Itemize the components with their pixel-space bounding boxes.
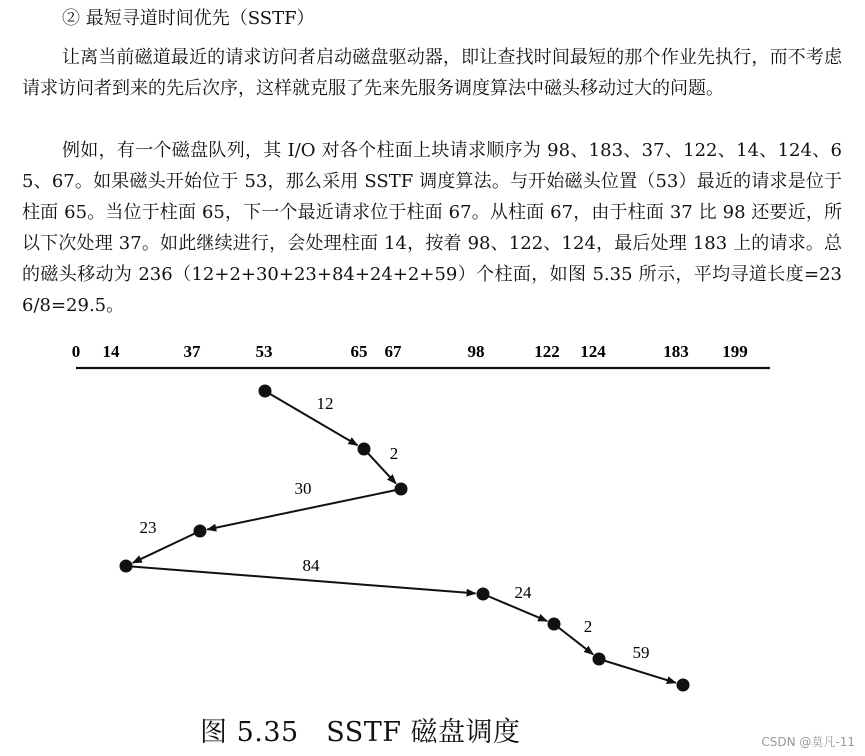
figure-caption: 图 5.35 SSTF 磁盘调度: [200, 717, 521, 748]
request-point: [194, 525, 207, 538]
head-move-arrow: [599, 659, 676, 683]
axis-tick-label: 65: [350, 342, 368, 361]
request-point: [677, 679, 690, 692]
axis-tick-label: 67: [384, 342, 402, 361]
head-move-arrow: [265, 391, 358, 445]
move-distance-label: 2: [389, 444, 399, 463]
axis-tick-label: 37: [183, 342, 201, 361]
axis-tick-label: 14: [102, 342, 120, 361]
axis-tick-label: 124: [580, 342, 606, 361]
axis-tick-label: 183: [663, 342, 689, 361]
move-distance-label: 30: [294, 479, 312, 498]
request-point: [120, 560, 133, 573]
move-distance-label: 2: [583, 617, 593, 636]
section-heading: ② 最短寻道时间优先（SSTF）: [62, 8, 315, 29]
move-distance-label: 84: [302, 556, 320, 575]
watermark: CSDN @莫凡-11: [761, 735, 855, 749]
request-point: [259, 385, 272, 398]
head-move-arrow: [126, 566, 476, 593]
request-point: [548, 618, 561, 631]
axis-tick-label: 98: [467, 342, 485, 361]
move-distance-label: 59: [632, 643, 650, 662]
move-distance-label: 24: [514, 583, 532, 602]
paragraph-sstf-example: 例如，有一个磁盘队列，其 I/O 对各个柱面上块请求顺序为 98、183、37、122、14、124、65、67。如果磁头开始位于 53，那么采用 SSTF 调度算法。与开始磁头位置（53）最近的请求是位于柱面 65。当位于柱面 65，下一个最近请求位于柱面 67。从柱面 67，由于柱面 37 比 98 还要近，所以下次处理 37。如此继续进行，会处理柱面 14，按着 98、122、124，最后处理 183 上的请求。总的磁头移动为 236（12+2+30+23+84+24+2+59）个柱面，如图 5.35 所示，平均寻道长度=236/8=29.5。: [22, 140, 842, 316]
request-point: [593, 653, 606, 666]
axis-tick-label: 199: [722, 342, 748, 361]
axis-tick-label: 122: [534, 342, 560, 361]
move-distance-label: 12: [316, 394, 334, 413]
request-point: [477, 588, 490, 601]
move-distance-label: 23: [139, 518, 157, 537]
request-point: [395, 483, 408, 496]
paragraph-sstf-definition: 让离当前磁道最近的请求访问者启动磁盘驱动器，即让查找时间最短的那个作业先执行，而不考虑请求访问者到来的先后次序，这样就克服了先来先服务调度算法中磁头移动过大的问题。: [22, 47, 842, 99]
axis-tick-label: 53: [255, 342, 273, 361]
axis-tick-label: 0: [71, 342, 81, 361]
request-point: [358, 443, 371, 456]
sstf-diagram: [0, 330, 865, 725]
